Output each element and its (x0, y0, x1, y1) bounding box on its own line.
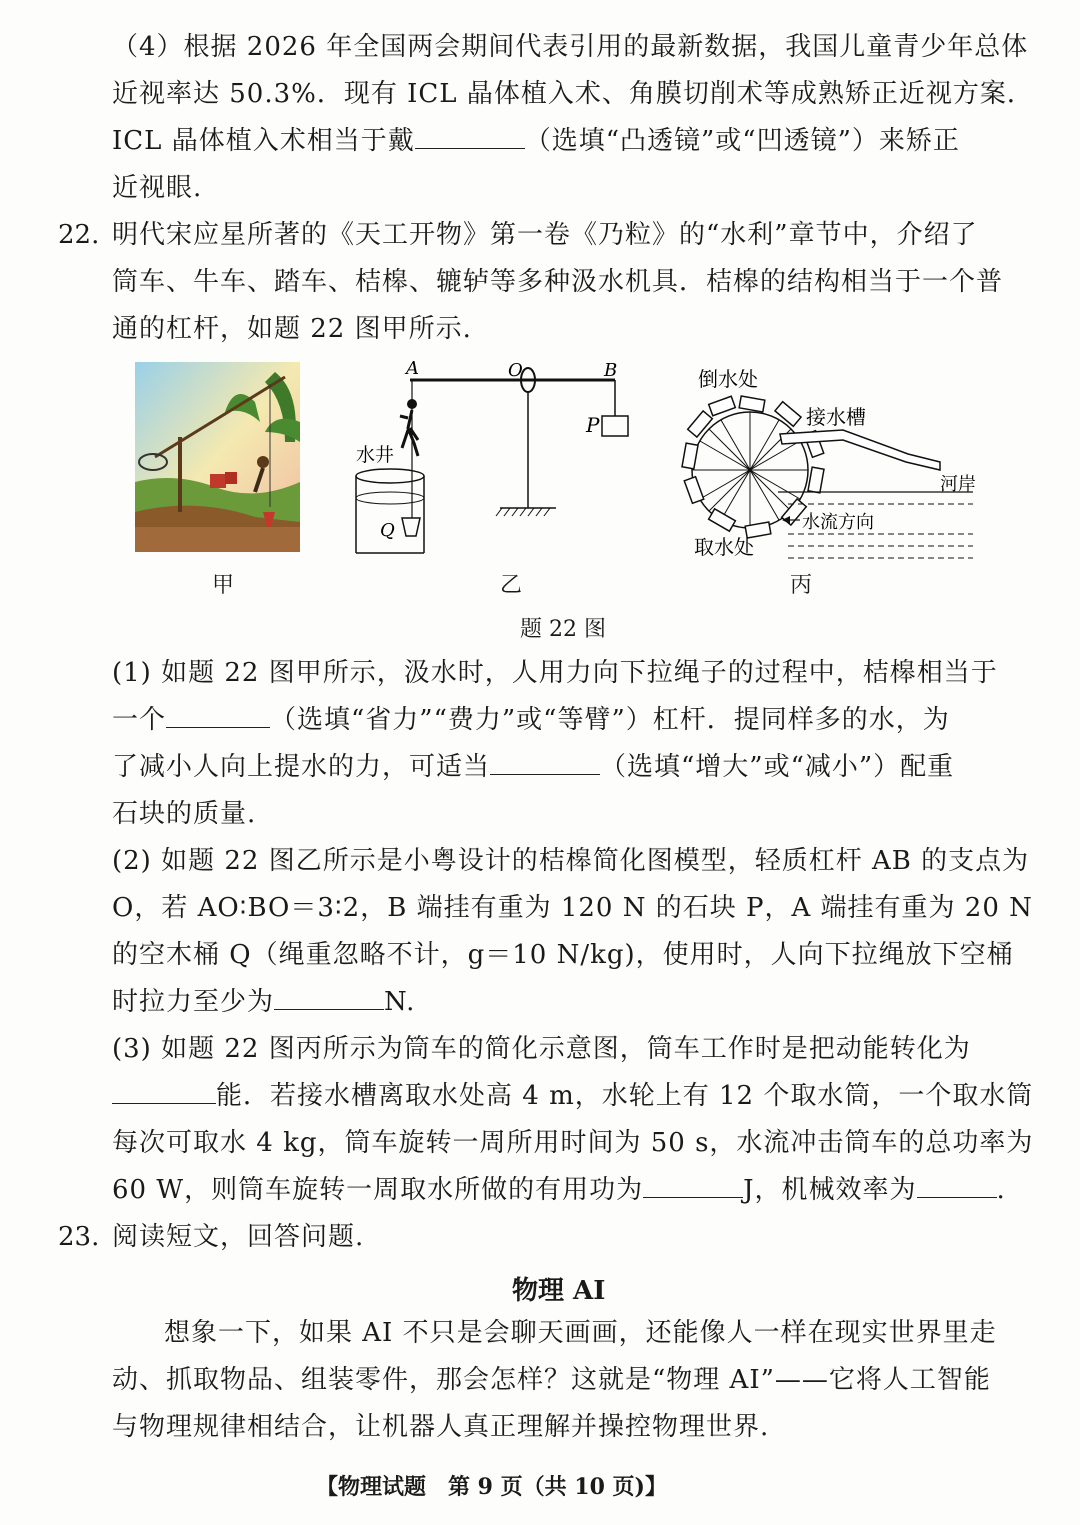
answer-blank[interactable] (274, 987, 384, 1010)
q22-1-text-b: （选填“省力”“费力”或“等臂”）杠杆．提同样多的水，为 (270, 705, 950, 735)
label-p: P (586, 413, 600, 437)
page-footer: 【物理试题 第 9 页（共 10 页)】 (316, 1474, 667, 1500)
q22-1-text-c: 了减小人向上提水的力，可适当 (112, 752, 491, 782)
label-take: 取水处 (694, 535, 754, 559)
question-number: 22. (58, 220, 100, 250)
question-number: 23. (58, 1222, 100, 1252)
q21-4-line4: 近视眼. (112, 173, 203, 203)
label-trough: 接水槽 (806, 405, 866, 429)
figure-bing-waterwheel-diagram (678, 362, 978, 572)
q23-line1: 阅读短文，回答问题. (112, 1222, 365, 1252)
q22-line3: 通的杠杆，如题 22 图甲所示. (112, 314, 472, 344)
q21-4-text-a: ICL 晶体植入术相当于戴 (112, 126, 415, 156)
q22-1-line1: (1) 如题 22 图甲所示，汲水时，人用力向下拉绳子的过程中，桔槔相当于 (112, 658, 998, 688)
figure-caption: 题 22 图 (520, 617, 606, 642)
label-a: A (406, 358, 419, 379)
q22-3-text-c: . (996, 1175, 1006, 1205)
answer-blank[interactable] (415, 126, 525, 149)
q22-3-line3: 每次可取水 4 kg，筒车旋转一周所用时间为 50 s，水流冲击筒车的总功率为 (112, 1128, 1034, 1158)
q22-2-line1: (2) 如题 22 图乙所示是小粤设计的桔槔简化图模型，轻质杠杆 AB 的支点为 (112, 846, 1030, 876)
figure-yi-lever-diagram (350, 358, 640, 573)
q21-4-text-b: （选填“凸透镜”或“凹透镜”）来矫正 (524, 126, 960, 156)
q22-2-line2: O，若 AO∶BO＝3∶2，B 端挂有重为 120 N 的石块 P，A 端挂有重为 20 N (112, 893, 1033, 923)
q22-1-text-a: 一个 (112, 705, 167, 735)
q21-4-line1: （4）根据 2026 年全国两会期间代表引用的最新数据，我国儿童青少年总体 (112, 32, 1029, 62)
figure-yi-label: 乙 (500, 573, 523, 598)
q22-line1: 明代宋应星所著的《天工开物》第一卷《乃粒》的“水利”章节中，介绍了 (112, 220, 978, 250)
q22-2-line4 (112, 987, 415, 1017)
q22-3-text-a: 60 W，则筒车旋转一周取水所做的有用功为 (112, 1175, 644, 1205)
article-para-line2: 动、抓取物品、组装零件，那会怎样？这就是“物理 AI”——它将人工智能 (112, 1365, 991, 1395)
article-para-line3: 与物理规律相结合，让机器人真正理解并操控物理世界. (112, 1412, 770, 1442)
answer-blank[interactable] (166, 705, 270, 728)
answer-blank[interactable] (643, 1175, 743, 1198)
label-q: Q (380, 520, 395, 541)
figure-jia-label: 甲 (212, 573, 235, 598)
answer-blank[interactable] (112, 1081, 216, 1104)
q21-4-line2: 近视率达 50.3%．现有 ICL 晶体植入术、角膜切削术等成熟矫正近视方案． (112, 79, 1034, 109)
q21-4-line3 (112, 126, 960, 156)
figure-jia-illustration (135, 362, 300, 552)
figure-bing-label: 丙 (790, 573, 813, 598)
label-o: O (508, 360, 523, 381)
q22-1-line3 (112, 752, 954, 782)
answer-blank[interactable] (917, 1175, 997, 1198)
q22-3-line4 (112, 1175, 1006, 1205)
q22-3-text-b: 能．若接水槽离取水处高 4 m，水轮上有 12 个取水筒，一个取水筒 (216, 1081, 1034, 1111)
q22-1-line4: 石块的质量. (112, 799, 257, 829)
article-title: 物理 AI (512, 1276, 606, 1306)
q22-3-line1: (3) 如题 22 图丙所示为筒车的简化示意图，筒车工作时是把动能转化为 (112, 1034, 971, 1064)
answer-blank[interactable] (490, 752, 600, 775)
q22-1-line2 (112, 705, 950, 735)
label-bank: 河岸 (940, 474, 976, 495)
q22-3-text-b: J，机械效率为 (743, 1175, 917, 1205)
q22-1-text-d: （选填“增大”或“减小”）配重 (600, 752, 955, 782)
label-pour: 倒水处 (698, 367, 758, 391)
q22-3-line2 (112, 1081, 1033, 1111)
q22-2-text-b: N. (384, 987, 416, 1017)
article-para-line1: 想象一下，如果 AI 不只是会聊天画画，还能像人一样在现实世界里走 (164, 1318, 997, 1348)
q22-2-text-a: 时拉力至少为 (112, 987, 275, 1017)
q22-2-line3: 的空木桶 Q（绳重忽略不计，g＝10 N/kg)，使用时，人向下拉绳放下空桶 (112, 940, 1014, 970)
label-flow: 水流方向 (802, 512, 874, 533)
label-b: B (604, 360, 618, 381)
q22-line2: 筒车、牛车、踏车、桔槔、辘轳等多种汲水机具．桔槔的结构相当于一个普 (112, 267, 1004, 297)
label-well: 水井 (356, 444, 395, 466)
